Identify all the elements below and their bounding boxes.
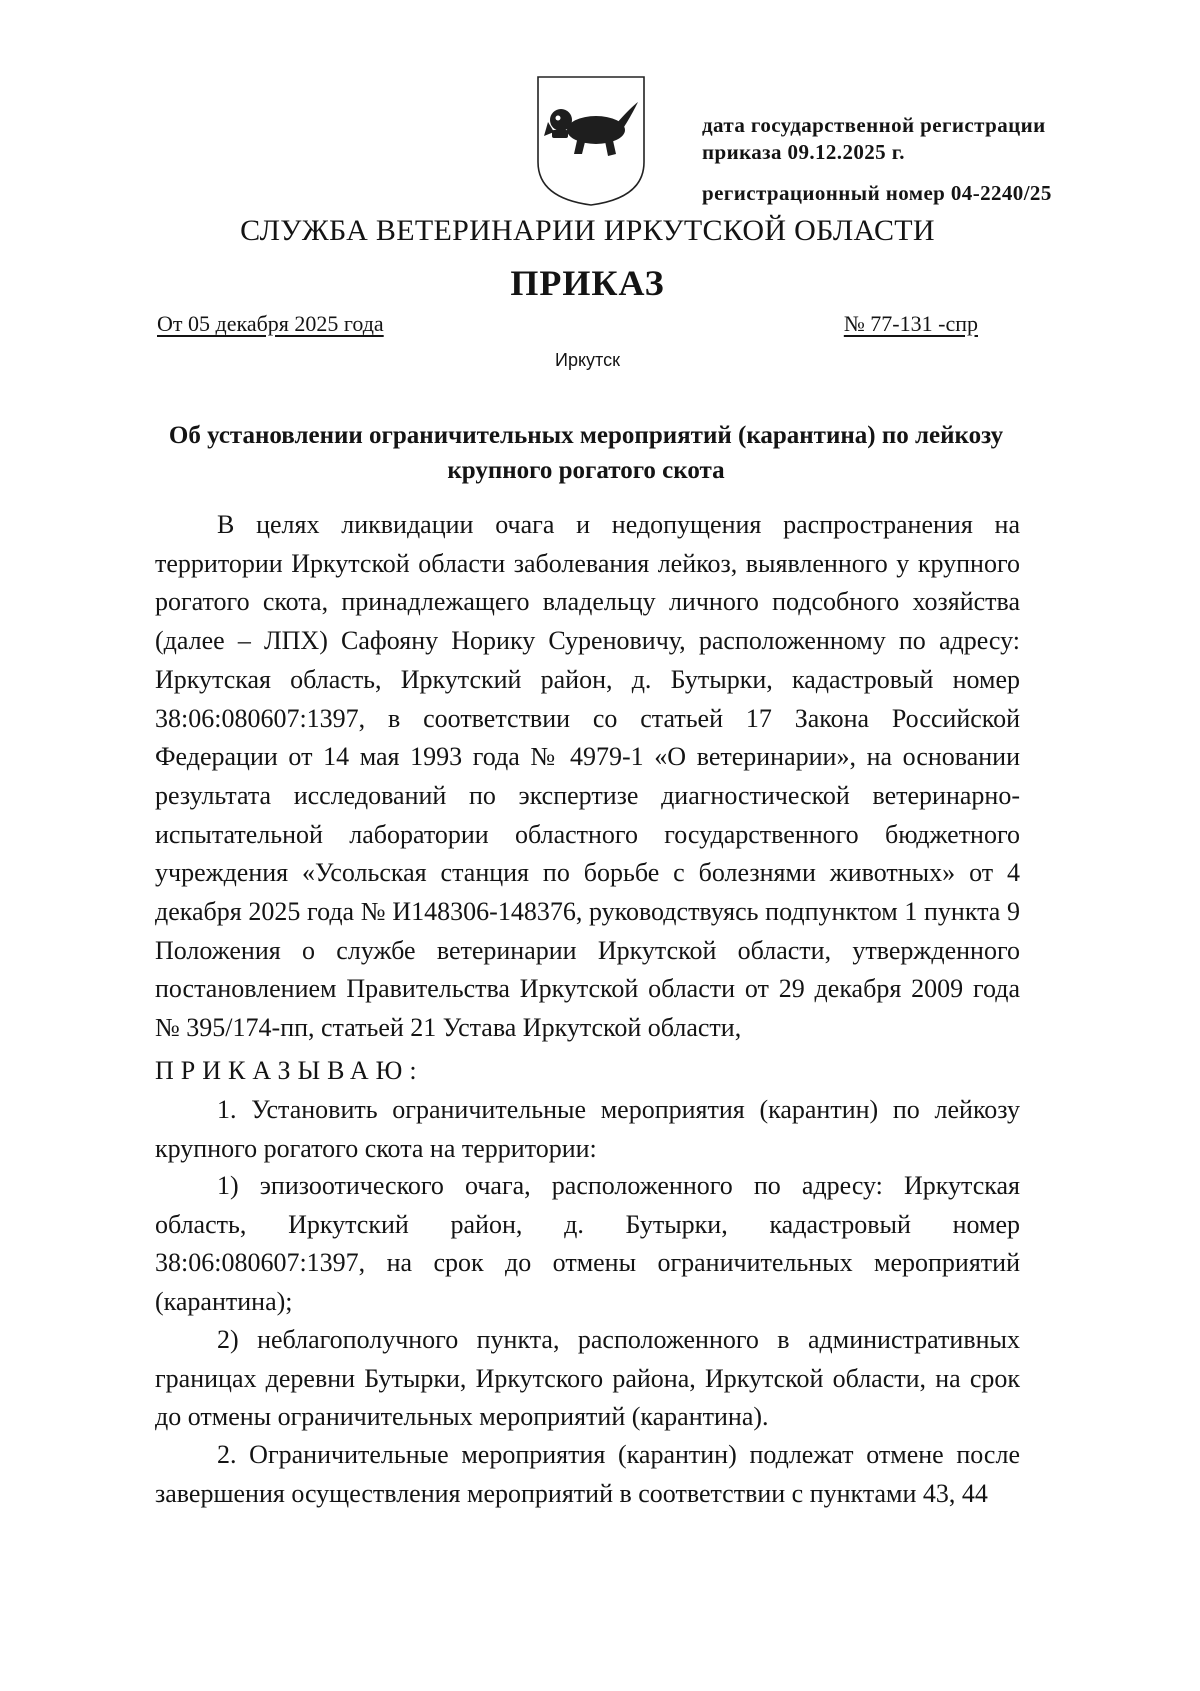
registration-date-value: приказа 09.12.2025 г. bbox=[702, 140, 905, 164]
coat-of-arms-emblem bbox=[534, 74, 648, 208]
document-type-title: ПРИКАЗ bbox=[510, 263, 665, 303]
registration-stamp bbox=[702, 112, 1052, 207]
order-subject: Об установлении ограничительных мероприятий (карантина) по лейкозу крупного рогатого скота bbox=[168, 422, 1004, 484]
clause-1: 1. Установить ограничительные мероприятия (карантин) по лейкозу крупного рогатого скота на территории: bbox=[155, 1095, 1020, 1163]
clause-1-subitem-2: 2) неблагополучного пункта, расположенного в административных границах деревни Бутырки, Иркутского района, Иркутской области, на срок до отмены ограничительных мероприятий (карантина). bbox=[155, 1325, 1020, 1432]
decree-word: ПРИКАЗЫВАЮ: bbox=[155, 1056, 424, 1085]
agency-name: СЛУЖБА ВЕТЕРИНАРИИ ИРКУТСКОЙ ОБЛАСТИ bbox=[240, 214, 935, 247]
order-date: От 05 декабря 2025 года bbox=[157, 311, 384, 336]
order-number: № 77-131 -спр bbox=[843, 311, 978, 336]
clause-1-subitem-1: 1) эпизоотического очага, расположенного по адресу: Иркутская область, Иркутский район, д. Бутырки, кадастровый номер 38:06:080607:1397, на срок до отмены ограничительных мероприятий (карантина); bbox=[155, 1171, 1020, 1317]
registration-number: регистрационный номер 04-2240/25 bbox=[702, 181, 1052, 205]
registration-date-label: дата государственной регистрации bbox=[702, 113, 1046, 137]
issue-city: Иркутск bbox=[555, 350, 620, 370]
preamble-paragraph: В целях ликвидации очага и недопущения распространения на территории Иркутской области заболевания лейкоз, выявленного у крупного рогатого скота, принадлежащего владельцу личного подсобного хозяйства (далее – ЛПХ) Сафояну Норику Суреновичу, расположенному по адресу: Иркутская область, Иркутский район, д. Бутырки, кадастровый номер 38:06:080607:1397, в соответствии со статьей 17 Закона Российской Федерации от 14 мая 1993 года № 4979-1 «О ветеринарии», на основании результата исследований по экспертизе диагностической ветеринарно-испытательной лаборатории областного государственного бюджетного учреждения «Усольская станция по борьбе с болезнями животных» от 4 декабря 2025 года № И148306-148376, руководствуясь подпунктом 1 пункта 9 Положения о службе ветеринарии Иркутской области, утвержденного постановлением Правительства Иркутской области от 29 декабря 2009 года № 395/174-пп, статьей 21 Устава Иркутской области, bbox=[155, 510, 1020, 1043]
clause-2: 2. Ограничительные мероприятия (карантин) подлежат отмене после завершения осуществления мероприятий в соответствии с пунктами 43, 44 bbox=[155, 1440, 1020, 1508]
